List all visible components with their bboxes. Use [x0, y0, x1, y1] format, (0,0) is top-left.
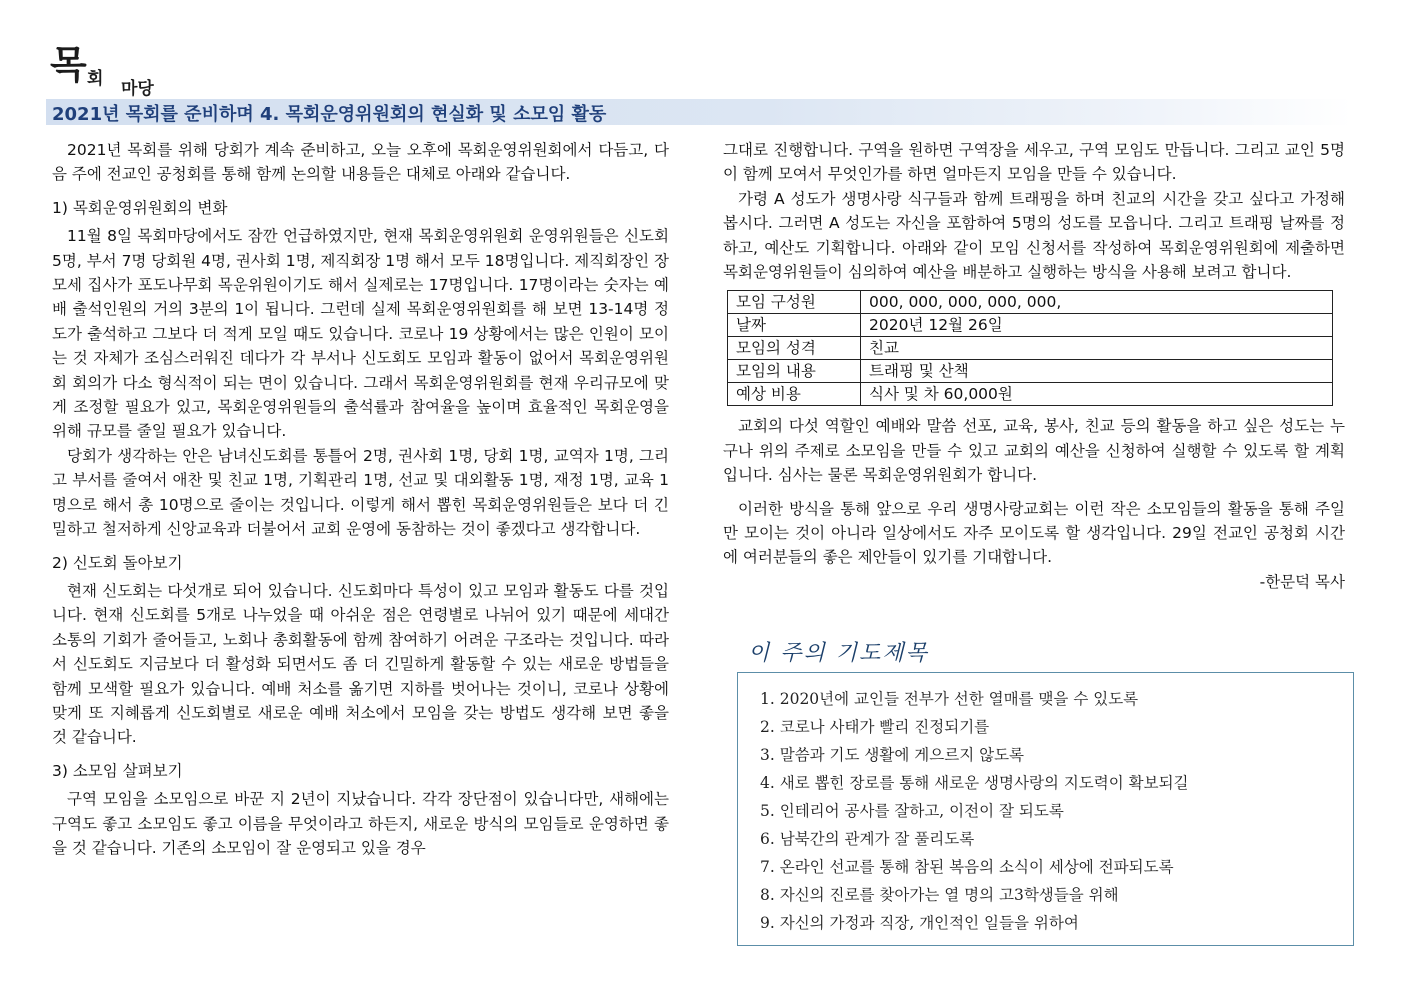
right-column — [723, 138, 1345, 594]
section3-paragraph-1: 구역 모임을 소모임으로 바꾼 지 2년이 지났습니다. 각각 장단점이 있습니다만, 새해에는 구역도 좋고 소모임도 좋고 이름을 무엇이라고 하든지, 새로운 방식의 모임들로 운영하면 좋을 것 같습니다. 기존의 소모임이 잘 운영되고 있을 경우 — [52, 790, 669, 857]
table-value: 2020년 12월 26일 — [861, 314, 1333, 337]
masthead-big-char: 목 — [50, 42, 87, 87]
title-bar — [46, 99, 1352, 125]
table-row — [728, 337, 1333, 360]
paragraph-gap — [723, 488, 1345, 497]
continued-paragraph: 그대로 진행합니다. 구역을 원하면 구역장을 세우고, 구역 모임도 만듭니다. 그리고 교인 5명이 함께 모여서 무엇인가를 하면 얼마든지 모임을 만들 수 있습니다. — [723, 141, 1345, 184]
intro-paragraph: 2021년 목회를 위해 당회가 계속 준비하고, 오늘 오후에 목회운영위원회에서 다듬고, 다음 주에 전교인 공청회를 통해 함께 논의할 내용들은 대체로 아래와 같습니다. — [52, 141, 669, 184]
section3-heading: 3) 소모임 살펴보기 — [52, 761, 183, 780]
prayer-item: 5. 인테리어 공사를 잘하고, 이전이 잘 되도록 — [760, 802, 1064, 820]
plan-paragraph: 교회의 다섯 역할인 예배와 말씀 선포, 교육, 봉사, 친교 등의 활동을 하고 싶은 성도는 누구나 위의 주제로 소모임을 만들 수 있고 교회의 예산을 신청하여 실행할 수 있도록 할 계획입니다. 심사는 물론 목회운영위원회가 합니다. — [723, 417, 1345, 485]
prayer-item: 6. 남북간의 관계가 잘 풀리도록 — [760, 830, 975, 848]
prayer-item: 7. 온라인 선교를 통해 참된 복음의 소식이 세상에 전파되도록 — [760, 858, 1174, 876]
table-row — [728, 291, 1333, 314]
table-value: 000, 000, 000, 000, 000, — [861, 291, 1333, 314]
table-row — [728, 383, 1333, 406]
table-value: 친교 — [861, 337, 1333, 360]
meeting-application-table — [727, 290, 1333, 406]
section1-paragraph-1: 11월 8일 목회마당에서도 잠깐 언급하였지만, 현재 목회운영위원회 운영위원들은 신도회 5명, 부서 7명 당회원 4명, 권사회 1명, 제직회장 1명 해서 모두 18명입니다. 제직회장인 장모세 집사가 포도나무회 목운위원이기도 해서 실제로는 17명입니다. 17명이라는 숫자는 예배 출석인원의 거의 3분의 1이 됩니다. 그런데 실제 목회운영위원회를 해 보면 13-14명 정도가 출석하고 그보다 더 적게 모일 때도 있습니다. 코로나 19 상황에서는 많은 인원이 모이는 것 자체가 조심스러워진 데다가 각 부서나 신도회도 모임과 활동이 없어서 목회운영위원회 회의가 다소 형식적이 되는 면이 있습니다. 그래서 목회운영위원회를 현재 우리규모에 맞게 조정할 필요가 있고, 목회운영위원들의 출석률과 참여율을 높이며 효율적인 목회운영을 위해 규모를 줄일 필요가 있습니다. — [52, 227, 669, 441]
table-key: 모임의 성격 — [728, 337, 861, 360]
left-column — [52, 138, 669, 860]
section2-heading: 2) 신도회 돌아보기 — [52, 553, 183, 572]
prayer-section-title: 이 주의 기도제목 — [748, 641, 929, 666]
table-key: 모임의 내용 — [728, 360, 861, 383]
masthead-small-char: 회 — [87, 69, 104, 89]
table-key: 날짜 — [728, 314, 861, 337]
section1-paragraph-2: 당회가 생각하는 안은 남녀신도회를 통틀어 2명, 권사회 1명, 당회 1명, 교역자 1명, 그리고 부서를 줄여서 애찬 및 친교 1명, 기획관리 1명, 선교 및 대외활동 1명, 재정 1명, 교육 1명으로 해서 총 10명으로 줄이는 것입니다. 이렇게 해서 뽑힌 목회운영위원들은 보다 더 긴밀하고 철저하게 신앙교육과 더불어서 교회 운영에 동참하는 것이 좋겠다고 생각합니다. — [52, 446, 669, 539]
closing-paragraph: 이러한 방식을 통해 앞으로 우리 생명사랑교회는 이런 작은 소모임들의 활동을 통해 주일만 모이는 것이 아니라 일상에서도 자주 모이도록 할 생각입니다. 29일 전교인 공청회 시간에 여러분들의 좋은 제안들이 있기를 기대합니다. — [723, 499, 1345, 567]
page-title: 2021년 목회를 준비하며 4. 목회운영위원회의 현실화 및 소모임 활동 — [52, 104, 607, 125]
table-value: 식사 및 차 60,000원 — [861, 383, 1333, 406]
prayer-list-box — [737, 672, 1354, 946]
prayer-item: 9. 자신의 가정과 직장, 개인적인 일들을 위하여 — [760, 914, 1079, 932]
section2-paragraph-1: 현재 신도회는 다섯개로 되어 있습니다. 신도회마다 특성이 있고 모임과 활동도 다를 것입니다. 현재 신도회를 5개로 나누었을 때 아쉬운 점은 연령별로 나뉘어 있기 때문에 세대간 소통의 기회가 줄어들고, 노회나 총회활동에 함께 참여하기 어려운 구조라는 것입니다. 따라서 신도회도 지금보다 더 활성화 되면서도 좀 더 긴밀하게 활동할 수 있는 새로운 방법들을 함께 모색할 필요가 있습니다. 예배 처소를 옮기면 지하를 벗어나는 것이니, 코로나 상황에 맞게 또 지혜롭게 신도회별로 새로운 예배 처소에서 모임을 갖는 방법도 생각해 보면 좋을 것 같습니다. — [52, 581, 669, 747]
table-row — [728, 360, 1333, 383]
prayer-item: 3. 말씀과 기도 생활에 게으르지 않도록 — [760, 746, 1025, 764]
prayer-item: 4. 새로 뽑힌 장로를 통해 새로운 생명사랑의 지도력이 확보되길 — [760, 774, 1189, 792]
prayer-item: 8. 자신의 진로를 찾아가는 열 명의 고3학생들을 위해 — [760, 886, 1119, 904]
prayer-item: 1. 2020년에 교인들 전부가 선한 열매를 맺을 수 있도록 — [760, 690, 1139, 708]
table-key: 예상 비용 — [728, 383, 861, 406]
prayer-list — [738, 673, 1353, 937]
table-row — [728, 314, 1333, 337]
example-paragraph: 가령 A 성도가 생명사랑 식구들과 함께 트래핑을 하며 친교의 시간을 갖고 싶다고 가정해 봅시다. 그러면 A 성도는 자신을 포함하여 5명의 성도를 모읍니다. 그리고 트래핑 날짜를 정하고, 예산도 기획합니다. 아래와 같이 모임 신청서를 작성하여 목회운영위원회에 제출하면 목회운영위원들이 심의하여 예산을 배분하고 실행하는 방식을 사용해 보려고 합니다. — [723, 189, 1345, 282]
section1-heading: 1) 목회운영위원회의 변화 — [52, 198, 228, 217]
signature: -한문덕 목사 — [1259, 572, 1345, 591]
table-key: 모임 구성원 — [728, 291, 861, 314]
prayer-item: 2. 코로나 사태가 빨리 진정되기를 — [760, 718, 990, 736]
masthead-small-word: 마당 — [121, 79, 154, 99]
table-value: 트래핑 및 산책 — [861, 360, 1333, 383]
